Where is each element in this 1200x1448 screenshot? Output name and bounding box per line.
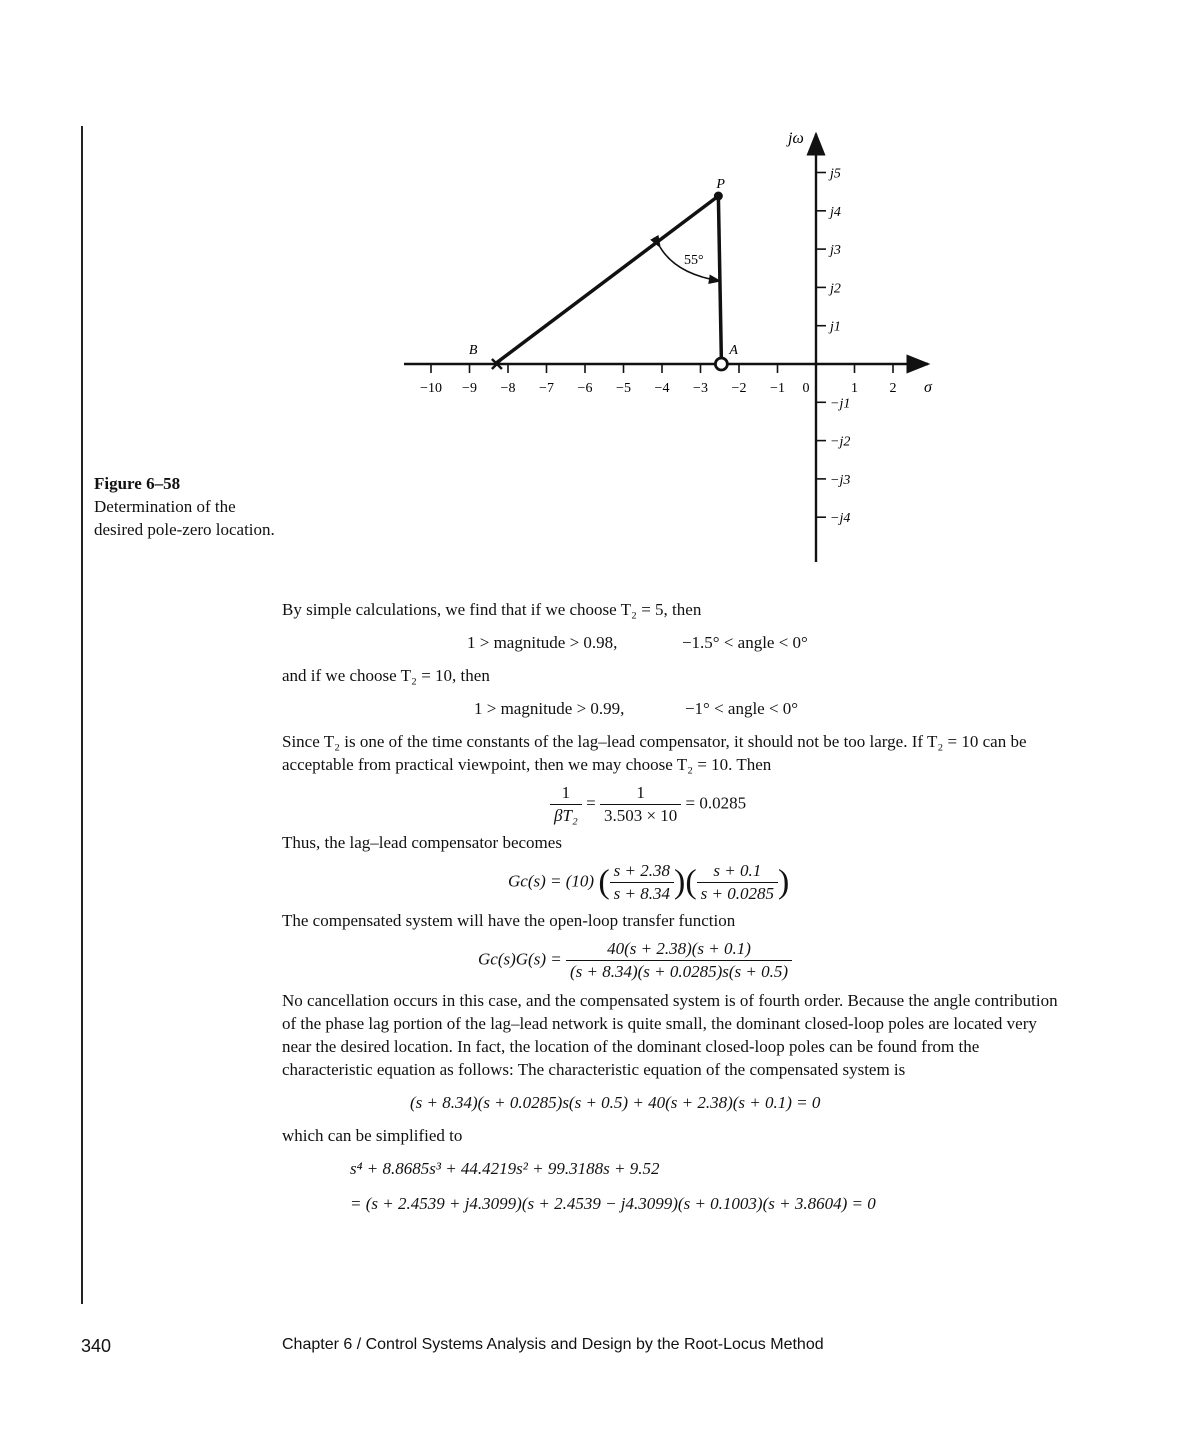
paragraph-7: which can be simplified to [282, 1126, 463, 1145]
y-axis-label: jω [788, 130, 804, 147]
paragraph-6: No cancellation occurs in this case, and the compensated system is of fourth order. Because the angle contribution of the phase lag portion of the lag–lead network is quite small, the dominant closed-loop poles are located very near the desired location. In fact, the location of the dominant closed-loop poles can be found from the characteristic equation as follows: The characteristic equation of the compensated system is [282, 991, 1058, 1079]
figure-caption-text: Determination of the desired pole-zero location. [94, 497, 275, 539]
line-B-to-P [495, 196, 718, 364]
eq4-fraction-1: $\frac{s + 2.38}{s + 8.34}$ [610, 860, 674, 905]
x-tick-label: 0 [802, 381, 810, 396]
eq2-right: −1° < angle < 0° [684, 699, 799, 718]
eq1-left: 1 > magnitude > 0.98, [467, 633, 618, 652]
angle-label: 55° [684, 253, 704, 268]
x-tick-label: −4 [654, 381, 670, 396]
y-tick-label: j1 [830, 319, 841, 335]
x-tick-label: −3 [693, 381, 708, 396]
y-ticks [816, 167, 850, 527]
y-tick-label: j4 [830, 204, 841, 220]
eq3-fraction-2: $\frac{1}{3.503 \times 10}$ [600, 782, 681, 827]
x-ticks [420, 364, 896, 396]
eq1-right: −1.5° < angle < 0° [681, 633, 808, 652]
paragraph-2: and if we choose T₂ = 10, then [282, 666, 490, 685]
eq4-lhs: Gc(s) = (10) [508, 871, 595, 891]
eq5-lhs: Gc(s)G(s) = [478, 949, 562, 969]
x-axis-label: σ [924, 379, 932, 396]
equation-1 [467, 631, 1062, 654]
chapter-footer: Chapter 6 / Control Systems Analysis and Design by the Root-Locus Method [282, 1336, 824, 1353]
x-tick-label: −8 [500, 381, 516, 396]
eq3-result: = 0.0285 [685, 793, 747, 813]
eq5-fraction: $\frac{40(s + 2.38)(s + 0.1)}{(s + 8.34)(s + 0.0285)s(s + 0.5)}$ [566, 938, 792, 983]
x-tick-label: −6 [577, 381, 593, 396]
x-tick-label: −9 [462, 381, 477, 396]
equation-7-line-1: s⁴ + 8.8685s³ + 44.4219s² + 99.3188s + 9.52 [350, 1159, 660, 1178]
y-tick-label: j5 [830, 166, 841, 182]
y-tick-label: −j3 [830, 472, 851, 488]
x-tick-label: −1 [770, 381, 785, 396]
x-tick-label: −7 [539, 381, 554, 396]
paragraph-4: Thus, the lag–lead compensator becomes [282, 833, 562, 852]
equation-4: Gc(s) = (10) ( $\frac{s + 2.38}{s + 8.34}$ )( $\frac{s + 0.1}{s + 0.0285}$ ) [508, 861, 790, 903]
paragraph-1: By simple calculations, we find that if we choose T₂ = 5, then [282, 600, 702, 619]
y-tick-label: −j4 [830, 511, 851, 527]
body-text [282, 598, 1062, 1215]
point-A-zero [715, 358, 727, 370]
label-P: P [716, 177, 725, 192]
x-tick-label: −5 [616, 381, 631, 396]
equation-5 [478, 938, 1062, 983]
figure-label: Figure 6–58 [94, 474, 181, 493]
eq3-fraction-1: $\frac{1}{\text{βT₂}}$ [550, 782, 582, 827]
equation-3: $\frac{1}{\text{βT₂}}$ = $\frac{1}{3.503 \times 10}$ = 0.0285 [550, 782, 1062, 827]
x-tick-label: −10 [420, 381, 442, 396]
point-P-dot [714, 192, 723, 201]
y-tick-label: j3 [830, 243, 841, 259]
equation-2 [474, 697, 1062, 720]
label-A: A [729, 343, 738, 358]
x-tick-label: 2 [889, 381, 897, 396]
paragraph-5: The compensated system will have the open-loop transfer function [282, 911, 736, 930]
paragraph-3: Since T₂ is one of the time constants of the lag–lead compensator, it should not be too large. If T₂ = 10 can be acceptable from practical viewpoint, then we may choose T₂ = 10. Then [282, 732, 1027, 774]
x-tick-label: −2 [731, 381, 747, 396]
equation-7-line-2: = (s + 2.4539 + j4.3099)(s + 2.4539 − j4.3099)(s + 0.1003)(s + 3.8604) = 0 [350, 1194, 876, 1213]
eq4-fraction-2: $\frac{s + 0.1}{s + 0.0285}$ [697, 860, 778, 905]
page-number: 340 [81, 1336, 112, 1356]
x-tick-label: 1 [851, 381, 858, 396]
eq2-left: 1 > magnitude > 0.99, [474, 699, 625, 718]
y-tick-label: −j2 [830, 434, 851, 450]
y-tick-label: j2 [830, 281, 841, 297]
equation-6: (s + 8.34)(s + 0.0285)s(s + 0.5) + 40(s + 2.38)(s + 0.1) = 0 [410, 1093, 821, 1112]
y-tick-label: −j1 [830, 396, 851, 412]
label-B: B [468, 343, 478, 358]
figure-caption [94, 472, 284, 541]
line-P-to-A [718, 196, 721, 360]
